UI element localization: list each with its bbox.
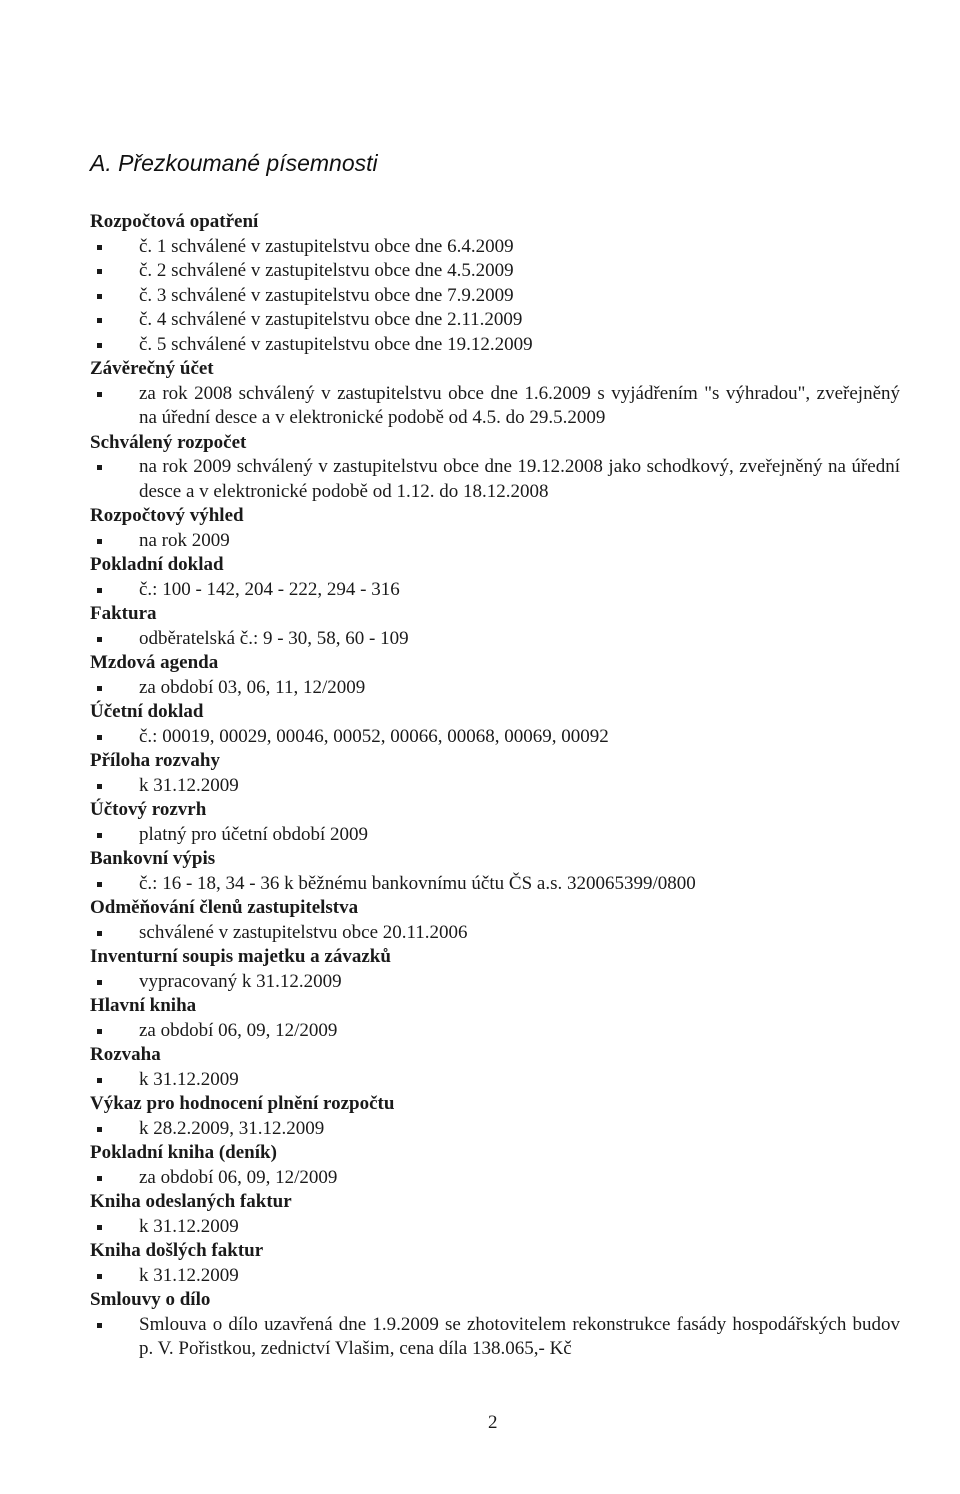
section <box>90 357 900 431</box>
list-item-text: č.: 00019, 00029, 00046, 00052, 00066, 00068, 00069, 00092 <box>139 725 609 747</box>
section-heading: Schválený rozpočet <box>90 431 247 453</box>
list-item <box>90 1264 900 1289</box>
list-item-text: k 31.12.2009 <box>139 1068 239 1090</box>
square-bullet-icon <box>97 1274 102 1279</box>
section-heading: Smlouvy o dílo <box>90 1289 211 1310</box>
square-bullet-icon <box>97 1029 102 1034</box>
section-heading: Mzdová agenda <box>90 652 219 673</box>
section-heading: Kniha došlých faktur <box>90 1240 264 1261</box>
list-item <box>90 872 900 897</box>
list-item-text: vypracovaný k 31.12.2009 <box>139 970 342 992</box>
section <box>90 847 900 896</box>
item-list <box>90 1166 900 1191</box>
section-heading: Pokladní doklad <box>90 554 224 575</box>
list-item <box>90 774 900 799</box>
section-heading: Faktura <box>90 603 157 624</box>
section-heading: Hlavní kniha <box>90 995 197 1016</box>
square-bullet-icon <box>97 1323 102 1328</box>
list-item <box>90 1117 900 1142</box>
section-heading: Pokladní kniha (deník) <box>90 1142 277 1163</box>
list-item-text: č. 4 schválené v zastupitelstvu obce dne 2.11.2009 <box>139 309 523 330</box>
square-bullet-icon <box>97 980 102 985</box>
list-item <box>90 921 900 946</box>
list-item-text: č. 1 schválené v zastupitelstvu obce dne 6.4.2009 <box>139 235 514 257</box>
list-item-text: na rok 2009 schválený v zastupitelstvu obce dne 19.12.2008 jako schodkový, zveřejněný na úřední desce a v elektronické podobě od 1.12. do 18.12.2008 <box>139 456 900 502</box>
section-heading: Rozvaha <box>90 1044 161 1065</box>
list-item-text: schválené v zastupitelstvu obce 20.11.2006 <box>139 921 468 943</box>
section <box>90 749 900 798</box>
section-heading: Odměňování členů zastupitelstva <box>90 897 359 918</box>
list-item <box>90 1313 900 1362</box>
list-item <box>90 284 900 309</box>
section-heading: Rozpočtová opatření <box>90 211 259 232</box>
list-item-text: za období 03, 06, 11, 12/2009 <box>139 676 366 698</box>
list-item <box>90 235 900 260</box>
section-heading: Inventurní soupis majetku a závazků <box>90 946 391 967</box>
square-bullet-icon <box>97 882 102 887</box>
page-title: A. Přezkoumané písemnosti <box>90 150 378 176</box>
section-heading: Bankovní výpis <box>90 848 216 869</box>
section <box>90 994 900 1043</box>
section <box>90 1043 900 1092</box>
list-item <box>90 1019 900 1044</box>
list-item <box>90 627 900 652</box>
list-item <box>90 529 900 554</box>
item-list <box>90 970 900 995</box>
item-list <box>90 1019 900 1044</box>
list-item <box>90 578 900 603</box>
list-item <box>90 725 900 750</box>
section-heading: Závěrečný účet <box>90 358 214 379</box>
list-item-text: č. 2 schválené v zastupitelstvu obce dne 4.5.2009 <box>139 260 514 281</box>
item-list <box>90 1117 900 1142</box>
section <box>90 431 900 505</box>
document-body <box>90 210 900 1362</box>
square-bullet-icon <box>97 392 102 397</box>
item-list <box>90 676 900 701</box>
square-bullet-icon <box>97 1225 102 1230</box>
list-item-text: za období 06, 09, 12/2009 <box>139 1166 338 1188</box>
section-heading: Rozpočtový výhled <box>90 505 244 526</box>
item-list <box>90 455 900 504</box>
item-list <box>90 235 900 358</box>
item-list <box>90 529 900 554</box>
section <box>90 1288 900 1362</box>
section-heading: Účetní doklad <box>90 701 204 722</box>
square-bullet-icon <box>97 931 102 936</box>
list-item-text: odběratelská č.: 9 - 30, 58, 60 - 109 <box>139 627 409 649</box>
list-item-text: č.: 16 - 18, 34 - 36 k běžnému bankovnímu účtu ČS a.s. 320065399/0800 <box>139 872 696 894</box>
square-bullet-icon <box>97 833 102 838</box>
item-list <box>90 774 900 799</box>
square-bullet-icon <box>97 269 102 274</box>
section <box>90 896 900 945</box>
square-bullet-icon <box>97 784 102 789</box>
list-item <box>90 308 900 333</box>
section-heading: Účtový rozvrh <box>90 799 207 820</box>
item-list <box>90 725 900 750</box>
item-list <box>90 382 900 431</box>
list-item-text: na rok 2009 <box>139 529 230 551</box>
list-item-text: č.: 100 - 142, 204 - 222, 294 - 316 <box>139 578 400 600</box>
list-item <box>90 382 900 431</box>
square-bullet-icon <box>97 318 102 323</box>
square-bullet-icon <box>97 465 102 470</box>
list-item <box>90 333 900 358</box>
section <box>90 945 900 994</box>
page-number: 2 <box>488 1412 498 1433</box>
list-item-text: č. 3 schválené v zastupitelstvu obce dne 7.9.2009 <box>139 284 514 306</box>
list-item <box>90 970 900 995</box>
section-heading: Kniha odeslaných faktur <box>90 1191 292 1212</box>
section <box>90 700 900 749</box>
section <box>90 210 900 357</box>
item-list <box>90 627 900 652</box>
square-bullet-icon <box>97 735 102 740</box>
list-item-text: za období 06, 09, 12/2009 <box>139 1019 338 1041</box>
square-bullet-icon <box>97 1078 102 1083</box>
section <box>90 798 900 847</box>
square-bullet-icon <box>97 1176 102 1181</box>
section-heading: Příloha rozvahy <box>90 750 221 771</box>
square-bullet-icon <box>97 294 102 299</box>
list-item-text: č. 5 schválené v zastupitelstvu obce dne 19.12.2009 <box>139 333 533 355</box>
square-bullet-icon <box>97 588 102 593</box>
list-item <box>90 1068 900 1093</box>
list-item-text: k 31.12.2009 <box>139 1215 239 1237</box>
section <box>90 1190 900 1239</box>
list-item <box>90 676 900 701</box>
square-bullet-icon <box>97 343 102 348</box>
section <box>90 1092 900 1141</box>
item-list <box>90 823 900 848</box>
item-list <box>90 1068 900 1093</box>
section <box>90 504 900 553</box>
item-list <box>90 921 900 946</box>
square-bullet-icon <box>97 245 102 250</box>
list-item-text: k 31.12.2009 <box>139 774 239 796</box>
item-list <box>90 872 900 897</box>
list-item-text: k 28.2.2009, 31.12.2009 <box>139 1117 325 1139</box>
list-item-text: k 31.12.2009 <box>139 1264 239 1286</box>
list-item <box>90 259 900 284</box>
square-bullet-icon <box>97 1127 102 1132</box>
section <box>90 602 900 651</box>
section <box>90 1239 900 1288</box>
list-item <box>90 823 900 848</box>
section <box>90 651 900 700</box>
item-list <box>90 1313 900 1362</box>
square-bullet-icon <box>97 686 102 691</box>
list-item <box>90 1166 900 1191</box>
list-item-text: za rok 2008 schválený v zastupitelstvu obce dne 1.6.2009 s vyjádřením "s výhradou", zveřejněný na úřední desce a v elektronické podobě od 4.5. do 29.5.2009 <box>139 382 900 428</box>
square-bullet-icon <box>97 637 102 642</box>
section <box>90 553 900 602</box>
item-list <box>90 578 900 603</box>
section <box>90 1141 900 1190</box>
list-item <box>90 1215 900 1240</box>
item-list <box>90 1215 900 1240</box>
list-item <box>90 455 900 504</box>
list-item-text: Smlouva o dílo uzavřená dne 1.9.2009 se zhotovitelem rekonstrukce fasády hospodářských budov p. V. Pořistkou, zednictví Vlašim, cena díla 138.065,- Kč <box>139 1313 900 1359</box>
square-bullet-icon <box>97 539 102 544</box>
item-list <box>90 1264 900 1289</box>
list-item-text: platný pro účetní období 2009 <box>139 823 369 845</box>
section-heading: Výkaz pro hodnocení plnění rozpočtu <box>90 1093 395 1114</box>
